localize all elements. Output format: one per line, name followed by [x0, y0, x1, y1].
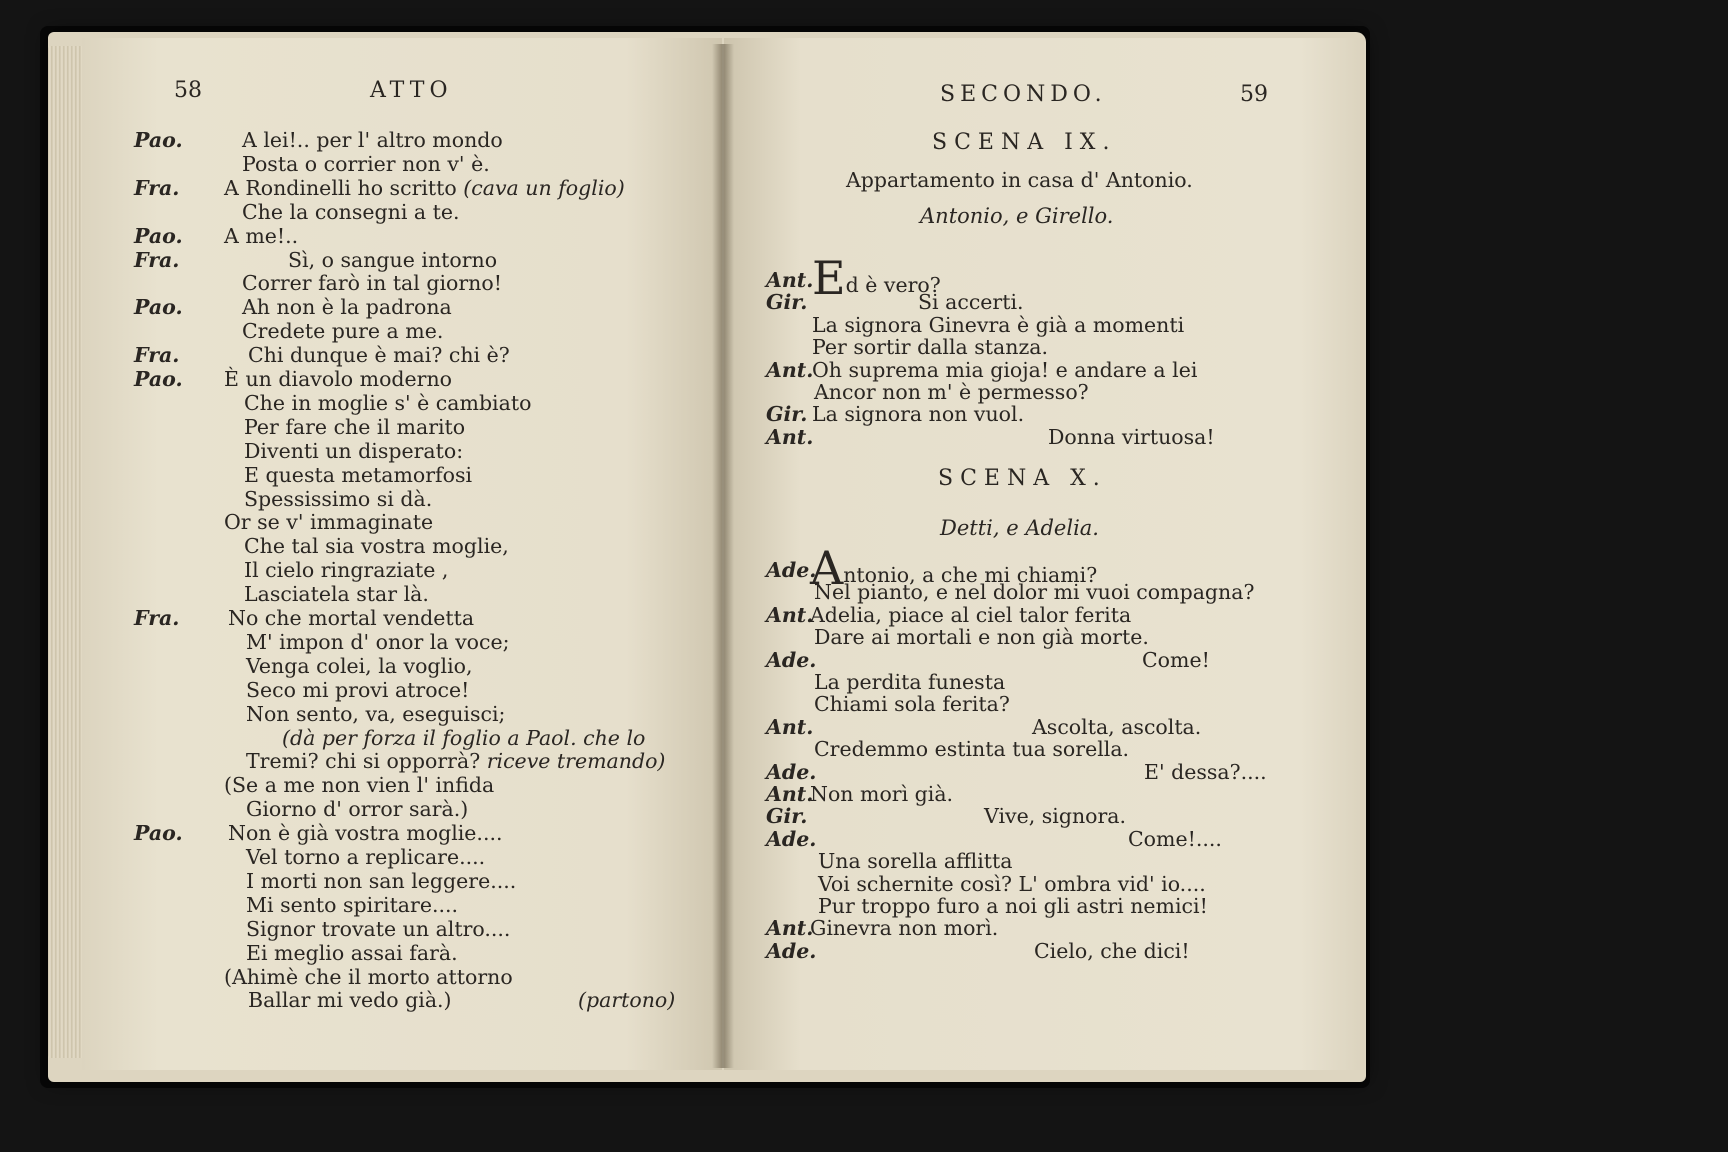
verse-line: [228, 821, 503, 845]
verse-line: [814, 737, 1129, 761]
verse-line: [918, 290, 1024, 314]
verse-line: [1032, 715, 1201, 739]
speaker-label: Ant.: [766, 602, 814, 627]
stage-direction: (dà per forza il foglio a Paol. che lo: [282, 725, 646, 750]
verse-line: [224, 773, 494, 797]
verse-text: Il cielo ringraziate ,: [244, 558, 449, 583]
verse-text: No che mortal vendetta: [228, 606, 475, 630]
verse-text: I morti non san leggere....: [246, 868, 517, 893]
verse-text: Come!....: [1128, 826, 1222, 851]
speaker-label: Ade.: [766, 826, 817, 851]
verse-line: [244, 415, 465, 439]
verse-text: Credete pure a me.: [242, 319, 444, 344]
verse-line: [814, 580, 1254, 604]
scene-x-title: SCENA X.: [938, 466, 1107, 491]
verse-text: La signora Ginevra è già a momenti: [812, 312, 1185, 337]
speaker-label: Ant.: [766, 714, 814, 739]
verse-line: [1142, 648, 1210, 672]
verse-line: [224, 965, 513, 989]
stage-direction-exit: (partono): [578, 988, 676, 1013]
verse-text: A Rondinelli ho scritto: [224, 175, 464, 200]
verse-text: Signor trovate un altro....: [246, 916, 511, 941]
speaker-label: Ant.: [766, 424, 814, 449]
verse-line: [224, 367, 452, 391]
verse-text: A lei!.. per l' altro mondo: [242, 128, 503, 152]
verse-text: Tremi? chi si opporrà?: [246, 749, 487, 774]
right-running-head: SECONDO.: [940, 82, 1107, 107]
verse-text: Ah non è la padrona: [242, 295, 452, 320]
verse-line: [288, 248, 497, 272]
verse-text: Per fare che il marito: [244, 414, 466, 439]
verse-text: Come!: [1142, 647, 1210, 672]
verse-text: (Ahimè che il morto attorno: [224, 964, 513, 989]
verse-line: [282, 726, 645, 750]
verse-text: Ancor non m' è permesso?: [814, 380, 1089, 404]
verse-text: Pur troppo furo a noi gli astri nemici!: [818, 894, 1208, 918]
verse-text: Cielo, che dici!: [1034, 938, 1190, 963]
page-edges: [48, 46, 84, 1058]
verse-line: [244, 391, 531, 415]
verse-text: Or se v' immaginate: [224, 510, 434, 535]
verse-line: [244, 582, 429, 606]
verse-line: [818, 872, 1206, 896]
verse-text: Si accerti.: [918, 290, 1024, 315]
speaker-label: Fra.: [134, 175, 180, 200]
verse-line: [242, 152, 490, 176]
verse-text: Credemmo estinta tua sorella.: [814, 737, 1130, 762]
verse-text: Lasciatela star là.: [244, 582, 429, 607]
verse-text: Chi dunque è mai? chi è?: [248, 343, 510, 368]
verse-line: [1048, 425, 1215, 449]
verse-text: Spessissimo si dà.: [244, 486, 433, 511]
scene-ix-characters: Antonio, e Girello.: [920, 204, 1114, 228]
verse-line: [246, 869, 516, 893]
verse-text: È un diavolo moderno: [224, 367, 453, 391]
verse-text: E questa metamorfosi: [244, 462, 473, 487]
speaker-label: Fra.: [134, 247, 180, 272]
verse-line: [814, 625, 1149, 649]
book-gutter: [712, 44, 734, 1068]
verse-text: La perdita funesta: [814, 670, 1006, 694]
verse-line: [246, 845, 485, 869]
verse-text: E' dessa?....: [1144, 759, 1267, 784]
verse-line: [224, 176, 625, 200]
verse-line: [244, 463, 472, 487]
right-page: [724, 38, 1364, 1070]
left-page-number: 58: [174, 78, 202, 103]
speaker-label: Pao.: [134, 367, 183, 391]
right-page-number: 59: [1240, 82, 1268, 107]
speaker-label: Ade.: [766, 759, 817, 784]
verse-text: Donna virtuosa!: [1048, 424, 1215, 449]
verse-text: Ascolta, ascolta.: [1032, 714, 1202, 739]
verse-line: [814, 380, 1089, 404]
verse-line: [246, 654, 473, 678]
verse-text: Venga colei, la voglio,: [246, 653, 473, 678]
speaker-label: Gir.: [766, 804, 808, 829]
verse-text: Adelia, piace al ciel talor ferita: [810, 602, 1132, 627]
verse-text: Dare ai mortali e non già morte.: [814, 625, 1149, 650]
verse-text: Che in moglie s' è cambiato: [244, 390, 532, 415]
verse-text: Ei meglio assai farà.: [246, 940, 458, 965]
verse-line: [224, 510, 433, 534]
verse-line: [242, 271, 502, 295]
verse-line: [810, 916, 998, 940]
stage-direction: riceve tremando): [486, 749, 666, 774]
verse-line: [242, 295, 452, 319]
speaker-label: Ant.: [766, 357, 814, 382]
verse-line: [812, 313, 1184, 337]
verse-line: [984, 804, 1126, 828]
verse-text: Non morì già.: [810, 782, 954, 806]
speaker-label: Pao.: [134, 128, 183, 152]
verse-text: ntonio, a che mi chiami?: [843, 563, 1098, 587]
verse-line: [244, 534, 509, 558]
verse-text: Diventi un disperato:: [244, 438, 464, 463]
verse-text: Chiami sola ferita?: [814, 692, 1010, 717]
speaker-label: Ant.: [766, 782, 814, 806]
verse-line: [244, 558, 448, 582]
verse-line: [246, 941, 458, 965]
verse-line: [1144, 760, 1267, 784]
speaker-label: Pao.: [134, 223, 183, 248]
verse-line: [244, 487, 432, 511]
verse-line: [242, 128, 503, 152]
verse-text: Ballar mi vedo già.): [248, 988, 452, 1013]
verse-text: Giorno d' orror sarà.): [246, 797, 469, 822]
speaker-label: Ade.: [766, 938, 817, 963]
verse-text: Posta o corrier non v' è.: [242, 151, 490, 176]
verse-text: Correr farò in tal giorno!: [242, 271, 502, 296]
scene-x-characters: Detti, e Adelia.: [940, 516, 1099, 540]
verse-text: Mi sento spiritare....: [246, 892, 459, 917]
speaker-label: Ade.: [766, 647, 817, 672]
verse-line: [818, 849, 1012, 873]
speaker-label: Pao.: [134, 295, 183, 320]
verse-line: [246, 678, 469, 702]
speaker-label: Ant.: [766, 916, 814, 941]
verse-text: Non è già vostra moglie....: [228, 821, 503, 846]
verse-line: [248, 343, 510, 367]
verse-line: [810, 782, 953, 806]
speaker-label: Gir.: [766, 290, 808, 315]
verse-line: [248, 988, 452, 1012]
verse-line: [246, 893, 458, 917]
verse-line: [1034, 939, 1190, 963]
verse-text: Oh suprema mia gioja! e andare a lei: [812, 357, 1198, 382]
verse-line: [246, 797, 468, 821]
verse-text: Vel torno a replicare....: [246, 845, 486, 869]
verse-line: [228, 606, 474, 630]
verse-line: [246, 702, 505, 726]
verse-line: [1128, 827, 1222, 851]
verse-text: Che tal sia vostra moglie,: [244, 534, 509, 559]
verse-text: Seco mi provi atroce!: [246, 677, 470, 702]
verse-text: Sì, o sangue intorno: [288, 247, 498, 272]
drop-capital: E: [812, 251, 846, 305]
verse-line: [224, 224, 298, 248]
verse-line: [810, 603, 1131, 627]
scene-ix-place: Appartamento in casa d' Antonio.: [846, 168, 1193, 192]
speaker-label: Pao.: [134, 821, 183, 846]
speaker-label: Gir.: [766, 402, 808, 427]
verse-line: [246, 917, 510, 941]
verse-line: [244, 439, 463, 463]
verse-text: Nel pianto, e nel dolor mi vuoi compagna?: [814, 580, 1255, 605]
verse-line: [812, 402, 1024, 426]
stage-direction: (cava un foglio): [463, 175, 625, 200]
verse-line: [812, 335, 1048, 359]
left-page: [82, 38, 722, 1070]
verse-text: Che la consegni a te.: [242, 199, 460, 224]
verse-line: [814, 670, 1005, 694]
verse-line: [242, 200, 460, 224]
verse-text: Non sento, va, eseguisci;: [246, 701, 506, 726]
verse-line: [814, 692, 1010, 716]
verse-line: [246, 749, 665, 773]
verse-line: [812, 358, 1197, 382]
left-running-head: ATTO: [370, 78, 453, 103]
verse-text: La signora non vuol.: [812, 402, 1025, 427]
drop-capital: A: [810, 541, 844, 595]
verse-line: [246, 630, 510, 654]
verse-line: [242, 319, 443, 343]
verse-line: [818, 894, 1208, 918]
verse-text: Ginevra non morì.: [810, 916, 999, 941]
speaker-label: Fra.: [134, 343, 180, 368]
scene-ix-title: SCENA IX.: [932, 130, 1117, 155]
verse-text: Voi schernite così? L' ombra vid' io....: [818, 871, 1206, 896]
speaker-label: Ant.: [766, 268, 814, 292]
verse-text: (Se a me non vien l' infida: [224, 773, 495, 798]
verse-text: A me!..: [224, 223, 299, 248]
verse-text: Per sortir dalla stanza.: [812, 335, 1049, 360]
verse-text: M' impon d' onor la voce;: [246, 629, 510, 654]
speaker-label: Ade.: [766, 558, 817, 582]
speaker-label: Fra.: [134, 606, 180, 630]
verse-text: Vive, signora.: [984, 804, 1127, 829]
verse-text: d è vero?: [845, 273, 941, 297]
verse-text: Una sorella afflitta: [818, 849, 1013, 874]
